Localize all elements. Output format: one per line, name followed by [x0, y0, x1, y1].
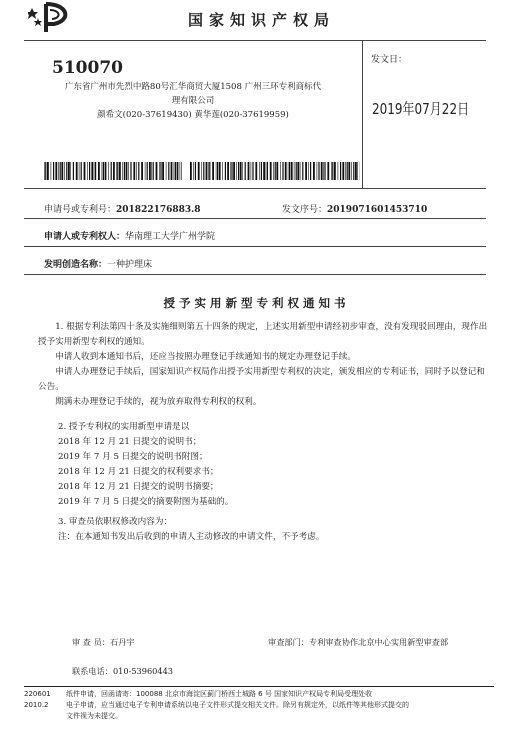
form-code: 220601 2010.2: [24, 690, 51, 709]
postcode: 510070: [52, 58, 123, 78]
paragraph: 申请人收到本通知书后，还应当按照办理登记手续通知书的规定办理登记手续。: [55, 352, 356, 362]
office-logo: [28, 2, 74, 34]
paragraph: 申请人办理登记手续后，国家知识产权局作出授予实用新型专利权的决定，颁发相应的专利证书，同时予以登记和公告。: [38, 367, 485, 392]
rule: [24, 246, 486, 247]
examiner: 审 查 员：石丹宇: [72, 637, 135, 647]
invention-title: 发明创造名称：一种护理床: [44, 260, 153, 270]
section-heading: 2. 授予专利权的实用新型申请是以: [58, 422, 190, 432]
rule: [24, 218, 486, 219]
notice-line: 纸件申请，回函请寄：100088 北京市海淀区蓟门桥西土城路 6 号 国家知识产权局专利局受理处收: [66, 690, 373, 698]
notice-line: 文件视为未提交。: [66, 712, 122, 720]
section-3: [58, 515, 508, 545]
address-line: 理有限公司: [171, 96, 215, 106]
barcode-left: [44, 162, 182, 180]
applicant: 申请人或专利权人：华南理工大学广州学院: [44, 232, 216, 242]
rule: [24, 274, 486, 275]
phone: 联系电话：010-53960443: [72, 666, 174, 676]
paragraph: 1. 根据专利法第四十条及实施细则第五十四条的规定，上述实用新型申请经初步审查，没有发现驳回理由，现作出授予实用新型专利权的通知。: [38, 322, 488, 347]
header-divider: [362, 40, 363, 188]
header-rule: [24, 40, 486, 41]
list-item: 2018 年 12 月 21 日提交的权利要求书；: [58, 467, 219, 477]
send-date-label: 发文日：: [371, 55, 408, 65]
mailing-notice: [66, 689, 498, 722]
list-item: 2019 年 7 月 5 日提交的说明书附图；: [58, 452, 208, 462]
list-item: 2019 年 7 月 5 日提交的摘要附图为基础的。: [58, 497, 234, 507]
address-block: [30, 80, 356, 122]
send-date: 2019年07月22日: [372, 100, 470, 118]
notice-line: 电子申请，应当通过电子专利申请系统以电子文件形式提交相关文件。除另有规定外，以纸件等其他形式提交的: [66, 701, 409, 709]
section-heading: 3. 审查员依职权修改内容为：: [58, 517, 173, 527]
document-number: 发文序号：2019071601453710: [282, 205, 428, 215]
office-name: 国家知识产权局: [188, 11, 336, 29]
contacts: 颜希文(020-37619430) 黄华莲(020-37619959): [97, 110, 289, 120]
list-item: 2018 年 12 月 21 日提交的说明书；: [58, 437, 202, 447]
paragraph: 期满未办理登记手续的，视为放弃取得专利权的权利。: [55, 397, 262, 407]
list-item: 2018 年 12 月 21 日提交的说明书摘要；: [58, 482, 219, 492]
document-body: [38, 320, 488, 410]
application-number: 申请号或专利号：201822176883.8: [44, 205, 201, 215]
barcode-right: [190, 162, 360, 180]
document-title: 授予实用新型专利权通知书: [163, 296, 350, 310]
rule: [24, 188, 486, 189]
department: 审查部门：专利审查协作北京中心实用新型审查部: [268, 637, 449, 647]
footer-rule: [24, 686, 494, 687]
section-2: [58, 420, 508, 510]
note: 注：在本通知书发出后收到的申请人主动修改的申请文件，不予考虑。: [58, 532, 325, 542]
address-line: 广东省广州市先烈中路80号汇华商贸大厦1508 广州三环专利商标代: [64, 82, 322, 92]
